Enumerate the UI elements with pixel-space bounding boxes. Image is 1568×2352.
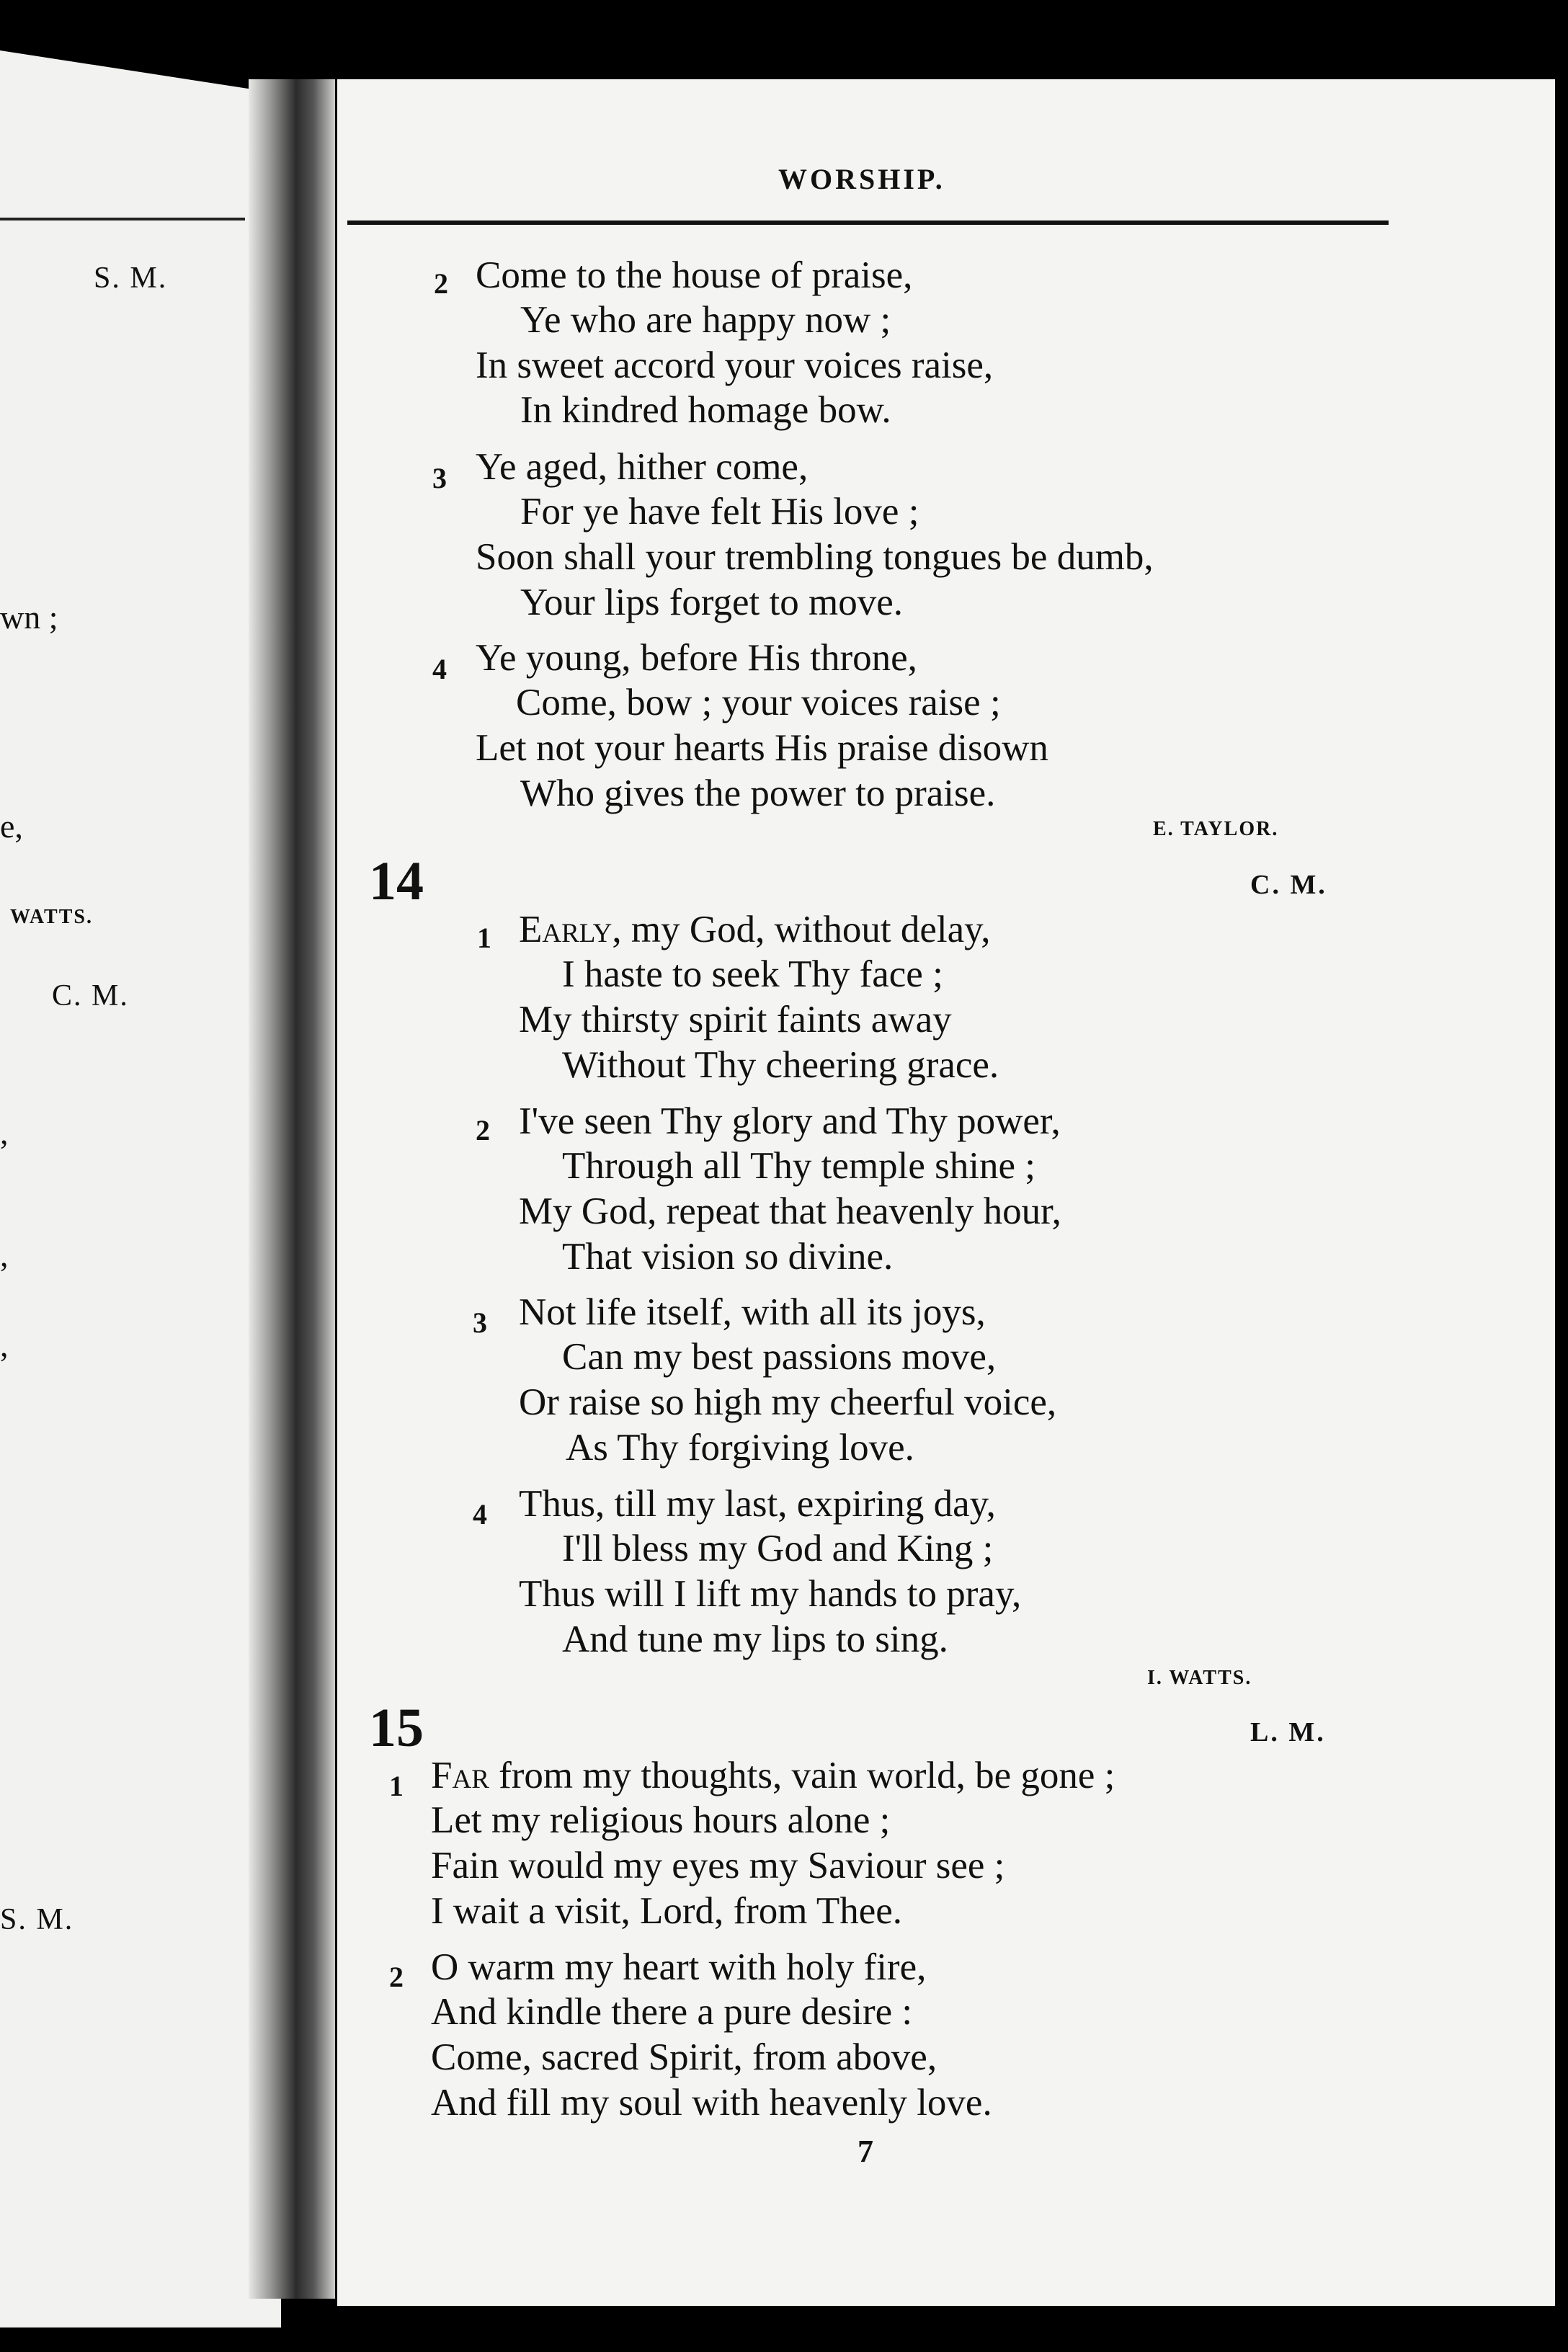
verse-line: Let not your hearts His praise disown	[476, 727, 1048, 769]
prev-meter-sm-bottom: S. M.	[0, 1903, 74, 1936]
attribution: E. TAYLOR.	[1153, 818, 1279, 840]
verse-line: O warm my heart with holy fire,	[431, 1946, 927, 1988]
verse-line: Soon shall your trembling tongues be dumb,	[476, 536, 1154, 578]
verse-line: As Thy forgiving love.	[566, 1427, 914, 1469]
verse-line: That vision so divine.	[562, 1236, 894, 1278]
prev-fragment-e: e,	[0, 808, 23, 845]
verse-line: Let my religious hours alone ;	[431, 1799, 891, 1841]
running-header: WORSHIP.	[778, 163, 945, 195]
verse-number: 1	[389, 1770, 404, 1802]
verse-line: Ye young, before His throne,	[476, 637, 917, 679]
verse-line: Ye who are happy now ;	[520, 299, 891, 341]
verse-line: And tune my lips to sing.	[562, 1618, 948, 1660]
verse-line: Thus will I lift my hands to pray,	[519, 1573, 1022, 1615]
verse-line: Ye aged, hither come,	[476, 446, 808, 488]
verse-number: 2	[476, 1114, 490, 1146]
first-line-rest: from my thoughts, vain world, be gone ;	[489, 1755, 1115, 1796]
first-word: Early,	[519, 909, 622, 950]
verse-line: Fain would my eyes my Saviour see ;	[431, 1845, 1005, 1886]
verse-line: Thus, till my last, expiring day,	[519, 1483, 996, 1525]
verse-number: 3	[432, 462, 447, 494]
attribution: I. WATTS.	[1147, 1667, 1252, 1689]
previous-page-fragment	[0, 50, 281, 2328]
previous-page-rule	[0, 218, 245, 220]
verse-line: Come, sacred Spirit, from above,	[431, 2036, 937, 2078]
hymn-number: 14	[369, 851, 424, 912]
verse-line: Your lips forget to move.	[520, 582, 904, 623]
verse-line: And kindle there a pure desire :	[431, 1991, 913, 2033]
first-line-rest: my God, without delay,	[621, 909, 991, 950]
prev-attribution-watts: WATTS.	[10, 906, 93, 928]
page-number: 7	[858, 2134, 873, 2169]
verse-number: 4	[432, 653, 447, 685]
verse-line: Who gives the power to praise.	[520, 772, 996, 814]
hymn-meter: L. M.	[1250, 1717, 1326, 1747]
verse-first-line	[431, 1754, 1115, 1797]
verse-line: And fill my soul with heavenly love.	[431, 2082, 992, 2124]
verse-line: In sweet accord your voices raise,	[476, 344, 994, 386]
verse-line: My thirsty spirit faints away	[519, 999, 952, 1041]
verse-line: I wait a visit, Lord, from Thee.	[431, 1890, 902, 1932]
verse-first-line	[519, 908, 990, 951]
prev-meter-sm-top: S. M.	[94, 262, 168, 295]
verse-line: In kindred homage bow.	[520, 389, 891, 431]
verse-line: For ye have felt His love ;	[520, 491, 919, 533]
prev-meter-cm: C. M.	[52, 979, 129, 1012]
verse-number: 2	[434, 267, 448, 300]
prev-fragment-comma-3: ,	[0, 1327, 9, 1363]
header-rule	[347, 220, 1389, 225]
first-word: Far	[431, 1755, 489, 1796]
prev-fragment-comma-1: ,	[0, 1114, 9, 1151]
prev-fragment-wn: wn ;	[0, 599, 58, 636]
hymn-meter: C. M.	[1250, 870, 1327, 900]
verse-number: 4	[473, 1498, 487, 1531]
verse-line: Can my best passions move,	[562, 1336, 997, 1378]
verse-line: Or raise so high my cheerful voice,	[519, 1381, 1057, 1423]
verse-line: Not life itself, with all its joys,	[519, 1291, 986, 1333]
verse-line: I'll bless my God and King ;	[562, 1528, 994, 1569]
verse-line: My God, repeat that heavenly hour,	[519, 1190, 1061, 1232]
verse-number: 1	[477, 922, 491, 954]
verse-line: Without Thy cheering grace.	[562, 1044, 999, 1086]
verse-line: I've seen Thy glory and Thy power,	[519, 1100, 1061, 1142]
prev-fragment-comma-2: ,	[0, 1237, 9, 1273]
verse-number: 2	[389, 1961, 404, 1993]
verse-line: Come to the house of praise,	[476, 254, 913, 296]
hymn-number: 15	[369, 1698, 424, 1758]
verse-number: 3	[473, 1306, 487, 1339]
book-gutter	[249, 79, 335, 2299]
verse-line: Through all Thy temple shine ;	[562, 1145, 1035, 1187]
verse-line: Come, bow ; your voices raise ;	[516, 682, 1001, 723]
verse-line: I haste to seek Thy face ;	[562, 953, 943, 995]
